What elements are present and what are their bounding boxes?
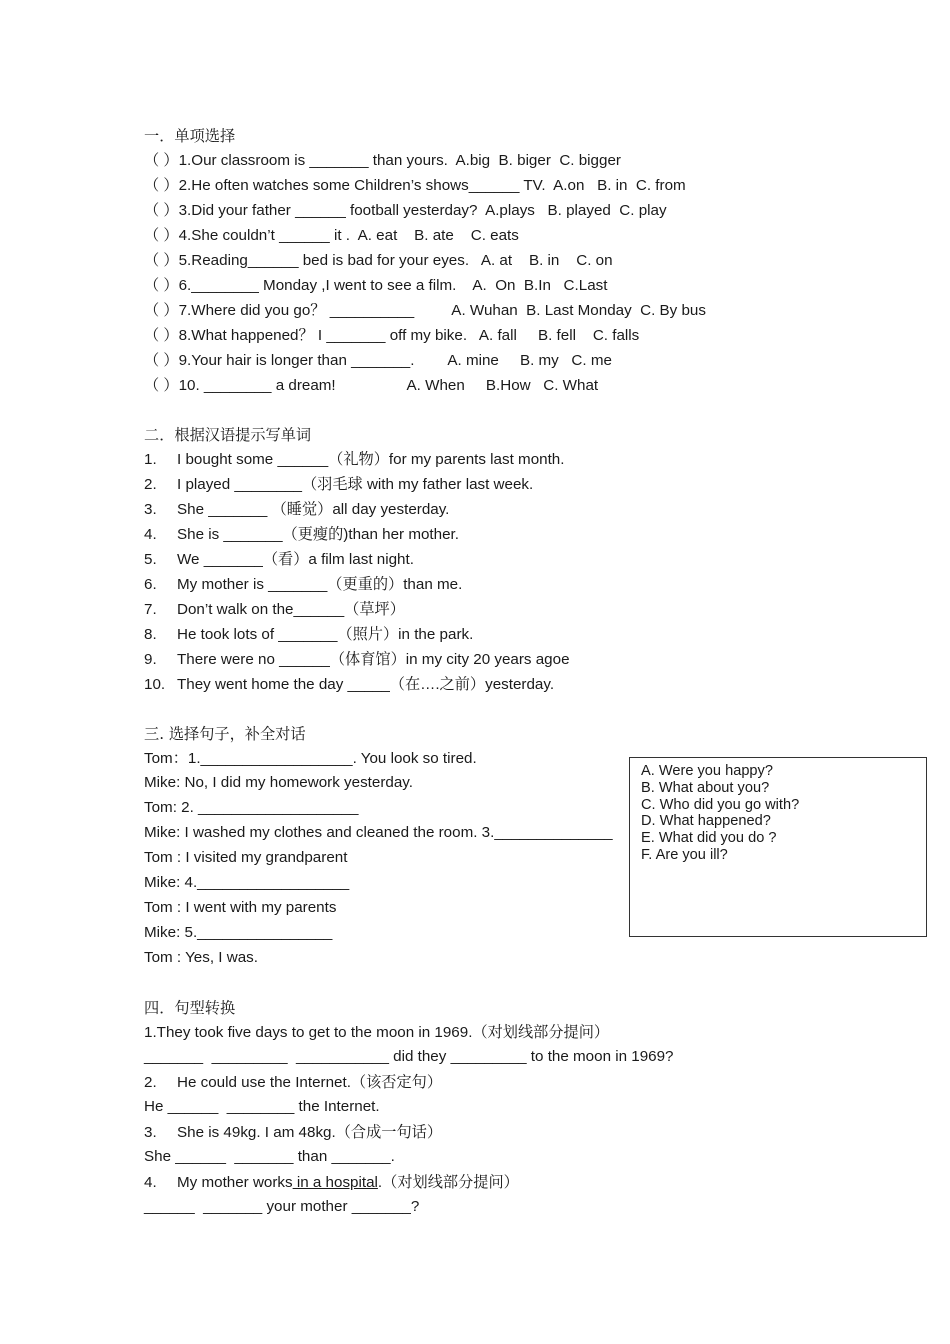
mc-item-3: （ ）3.Did your father ______ football yesterday? A.plays B. played C. play <box>144 202 667 219</box>
section-2-title: 二．根据汉语提示写单词 <box>144 426 312 444</box>
section-4-title: 四．句型转换 <box>144 999 236 1017</box>
option-a: A. Were you happy? <box>641 763 773 779</box>
transform-question-4 <box>144 1173 519 1193</box>
item-number: 2. <box>144 1074 157 1091</box>
item-number: 6. <box>144 576 157 593</box>
dialogue-line: Mike: 5.________________ <box>144 924 333 941</box>
word-item-10 <box>144 675 554 695</box>
mc-item-2: （ ）2.He often watches some Children’s shows______ TV. A.on B. in C. from <box>144 177 686 194</box>
options-box <box>629 757 927 937</box>
item-number: 3. <box>144 1124 157 1141</box>
mc-item-7: （ ）7.Where did you go？ __________ A. Wuhan B. Last Monday C. By bus <box>144 302 706 319</box>
item-text: They went home the day _____（在….之前）yesterday. <box>177 676 555 693</box>
dialogue-line: Tom : I went with my parents <box>144 899 337 916</box>
section-3-title: 三. 选择句子，补全对话 <box>144 725 306 743</box>
transform-answer-3: She ______ _______ than _______. <box>144 1148 395 1165</box>
option-d: D. What happened? <box>641 813 771 830</box>
item-text: I played ________（羽毛球 with my father last week. <box>177 476 534 493</box>
item-number: 4. <box>144 526 157 543</box>
mc-item-8: （ ）8.What happened？ I _______ off my bike. A. fall B. fell C. falls <box>144 327 640 344</box>
word-item-3 <box>144 500 449 520</box>
dialogue-line: Tom: 2. ___________________ <box>144 799 359 816</box>
item-text: I bought some ______（礼物）for my parents last month. <box>177 451 565 468</box>
mc-item-4: （ ）4.She couldn’t ______ it . A. eat B. ate C. eats <box>144 227 519 244</box>
transform-question-1: 1.They took five days to get to the moon in 1969.（对划线部分提问） <box>144 1024 610 1041</box>
mc-item-10: （ ）10. ________ a dream! A. When B.How C. What <box>144 377 599 394</box>
item-number: 10. <box>144 676 166 693</box>
transform-answer-4: ______ _______ your mother _______? <box>144 1198 420 1215</box>
word-item-6 <box>144 575 462 595</box>
item-text: He took lots of _______（照片）in the park. <box>177 626 474 643</box>
item-text: She _______ （睡觉）all day yesterday. <box>177 501 450 518</box>
item-text-end: .（对划线部分提问） <box>377 1174 519 1191</box>
item-number: 5. <box>144 551 157 568</box>
dialogue-line: Tom : Yes, I was. <box>144 949 258 966</box>
item-number: 9. <box>144 651 157 668</box>
transform-question-2 <box>144 1073 442 1093</box>
word-item-7 <box>144 600 405 620</box>
section-1-title: 一．单项选择 <box>144 127 236 145</box>
option-e: E. What did you do ? <box>641 830 777 847</box>
item-number: 1. <box>144 451 157 468</box>
item-number: 2. <box>144 476 157 493</box>
option-b: B. What about you? <box>641 779 770 796</box>
item-number: 3. <box>144 501 157 518</box>
item-text: We _______（看）a film last night. <box>177 551 414 568</box>
item-number: 7. <box>144 601 157 618</box>
item-text: She is 49kg. I am 48kg.（合成一句话） <box>177 1124 443 1141</box>
mc-item-9: （ ）9.Your hair is longer than _______. A. mine B. my C. me <box>144 352 612 369</box>
item-text: He could use the Internet.（该否定句） <box>177 1074 443 1091</box>
word-item-2 <box>144 475 533 495</box>
mc-item-1: （ ）1.Our classroom is _______ than yours. A.big B. biger C. bigger <box>144 152 621 169</box>
item-number: 8. <box>144 626 157 643</box>
word-item-1 <box>144 450 564 470</box>
dialogue-line: Mike: I washed my clothes and cleaned the room. 3.______________ <box>144 824 613 841</box>
dialogue-line: Mike: No, I did my homework yesterday. <box>144 774 413 791</box>
item-text: My mother works <box>177 1174 293 1191</box>
item-text: Don’t walk on the______（草坪） <box>177 601 405 618</box>
underlined-phrase: in a hospital <box>292 1174 378 1191</box>
item-text: There were no ______（体育馆）in my city 20 years agoe <box>177 651 570 668</box>
word-item-9 <box>144 650 570 670</box>
dialogue-line: Tom：1.__________________. You look so tired. <box>144 750 477 767</box>
word-item-4 <box>144 525 459 545</box>
mc-item-6: （ ）6.________ Monday ,I went to see a film. A. On B.In C.Last <box>144 277 608 294</box>
word-item-5 <box>144 550 414 570</box>
item-text: She is _______（更瘦的)than her mother. <box>177 526 459 543</box>
mc-item-5: （ ）5.Reading______ bed is bad for your eyes. A. at B. in C. on <box>144 252 613 269</box>
item-text: My mother is _______（更重的）than me. <box>177 576 463 593</box>
transform-question-3 <box>144 1123 442 1143</box>
option-f: F. Are you ill? <box>641 846 728 863</box>
item-number: 4. <box>144 1174 157 1191</box>
word-item-8 <box>144 625 473 645</box>
dialogue-line: Mike: 4.__________________ <box>144 874 350 891</box>
dialogue-line: Tom : I visited my grandparent <box>144 849 348 866</box>
transform-answer-2: He ______ ________ the Internet. <box>144 1098 380 1115</box>
option-c: C. Who did you go with? <box>641 796 800 813</box>
transform-answer-1: _______ _________ ___________ did they _________ to the moon in 1969? <box>144 1048 674 1065</box>
